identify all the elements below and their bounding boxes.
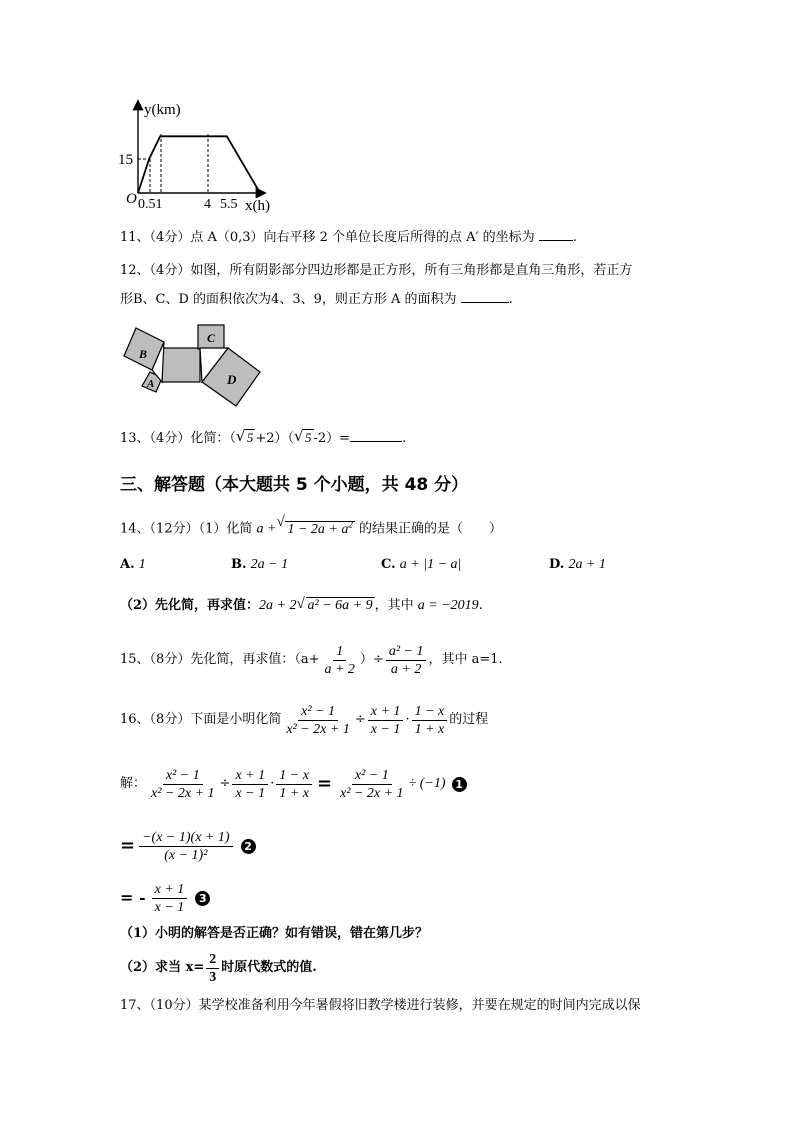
label-c: C xyxy=(207,331,216,345)
sqrt-5-a: √ 5 xyxy=(235,427,254,445)
solution-step-2: = $\frac{-(x - 1)(x + 1)}{\text{(x − 1)²}}$ 2 xyxy=(120,824,256,868)
sqrt-expression-14: √ $1 - 2a + a^2$ xyxy=(276,514,353,537)
step-marker-2: 2 xyxy=(241,839,256,854)
label-a: A xyxy=(147,378,155,390)
question-17: 17、（10分）某学校准备利用今年暑假将旧教学楼进行装修，并要在规定的时间内完成以保 xyxy=(120,998,641,1013)
option-c[interactable]: C. a + |1 − a| xyxy=(381,557,462,572)
question-12-line-1: 12、（4分）如图，所有阴影部分四边形都是正方形，所有三角形都是直角三角形，若正方 xyxy=(120,263,633,278)
y-tick-label: 15 xyxy=(118,152,133,168)
answer-blank-13 xyxy=(350,441,402,442)
label-b: B xyxy=(139,347,148,361)
question-12-line-2: 形B、C、D 的面积依次为4、3、9，则正方形 A 的面积为 . xyxy=(120,292,513,307)
option-b[interactable]: B. 2a − 1 xyxy=(231,557,289,572)
x-tick-label-2: 5.5 xyxy=(220,197,238,212)
step-marker-1: 1 xyxy=(452,777,467,792)
central-square xyxy=(162,348,200,382)
graph-polyline xyxy=(138,136,260,193)
origin-label: O xyxy=(126,191,137,207)
option-d[interactable]: D. 2a + 1 xyxy=(549,557,606,572)
question-11-text: 11、（4分）点 A（0,3）向右平移 2 个单位长度后所得的点 A′ 的坐标为 xyxy=(120,230,535,245)
x-tick-label-1: 4 xyxy=(204,197,211,212)
fraction-1-over-a-plus-2: $\frac{1}{a + 2}$ xyxy=(324,643,355,677)
question-13: 13、（4分）化简：（ √ 5 +2）（ √ 5 -2）= . xyxy=(120,427,407,446)
x-axis-label: x(h) xyxy=(245,198,270,214)
answer-blank-11 xyxy=(539,240,573,241)
solution-step-1: 解： $\frac{\text{x² − 1}}{\text{x² − 2x + 1}}$ ÷ $\frac{x + 1}{x - 1}$ · $\frac{1 - x}{1 + x}$ = $\frac{\text{x² − 1}}{\text{x² − 2x + 1}}$ ÷ (−1) 1 xyxy=(120,762,467,806)
question-16-sub-2: （2）求当 x= $\frac{2}{3}$ 时原代数式的值. xyxy=(120,951,317,985)
distance-time-graph xyxy=(110,96,280,216)
label-d: D xyxy=(227,372,237,387)
step-marker-3: 3 xyxy=(195,891,210,906)
question-11: 11、（4分）点 A（0,3）向右平移 2 个单位长度后所得的点 A′ 的坐标为 . xyxy=(120,230,577,245)
sqrt-5-b: √ 5 xyxy=(294,427,312,445)
question-15: 15、（8分）先化简，再求值：（a+ $\frac{1}{a + 2}$ ）÷ $\frac{\text{a² − 1}}{a + 2}$ ，其中 a=1. xyxy=(120,643,503,677)
question-14-part-2: （2）先化简，再求值：2a + 2 √ a² − 6a + 9 ，其中 a = −2019. xyxy=(120,596,483,613)
sqrt-expression-14-2: √ a² − 6a + 9 xyxy=(296,596,373,613)
x-tick-label-0: 0.51 xyxy=(138,197,163,212)
fraction-a2-1-over-a-plus-2: $\frac{\text{a² − 1}}{a + 2}$ xyxy=(386,643,427,678)
option-a[interactable]: A. 1 xyxy=(120,557,146,572)
y-axis-label: y(km) xyxy=(144,102,181,118)
squares-figure xyxy=(118,322,268,408)
question-16-sub-1: （1）小明的解答是否正确？如有错误，错在第几步？ xyxy=(120,926,429,941)
answer-blank-12 xyxy=(461,302,509,303)
question-14-part-1: 14、（12分）（1）化简 a + √ $1 - 2a + a^2$ 的结果正确的是（ ） xyxy=(120,514,503,537)
question-16: 16、（8分）下面是小明化简 $\frac{\text{x² − 1}}{\text{x² − 2x + 1}}$ ÷ $\frac{x + 1}{x - 1}$ · $\frac{1 - x}{1 + x}$ 的过程 xyxy=(120,703,489,737)
section-3-title: 三、解答题（本大题共 5 个小题，共 48 分） xyxy=(120,475,469,495)
solution-step-3: = - $\frac{x + 1}{x - 1}$ 3 xyxy=(120,876,210,920)
